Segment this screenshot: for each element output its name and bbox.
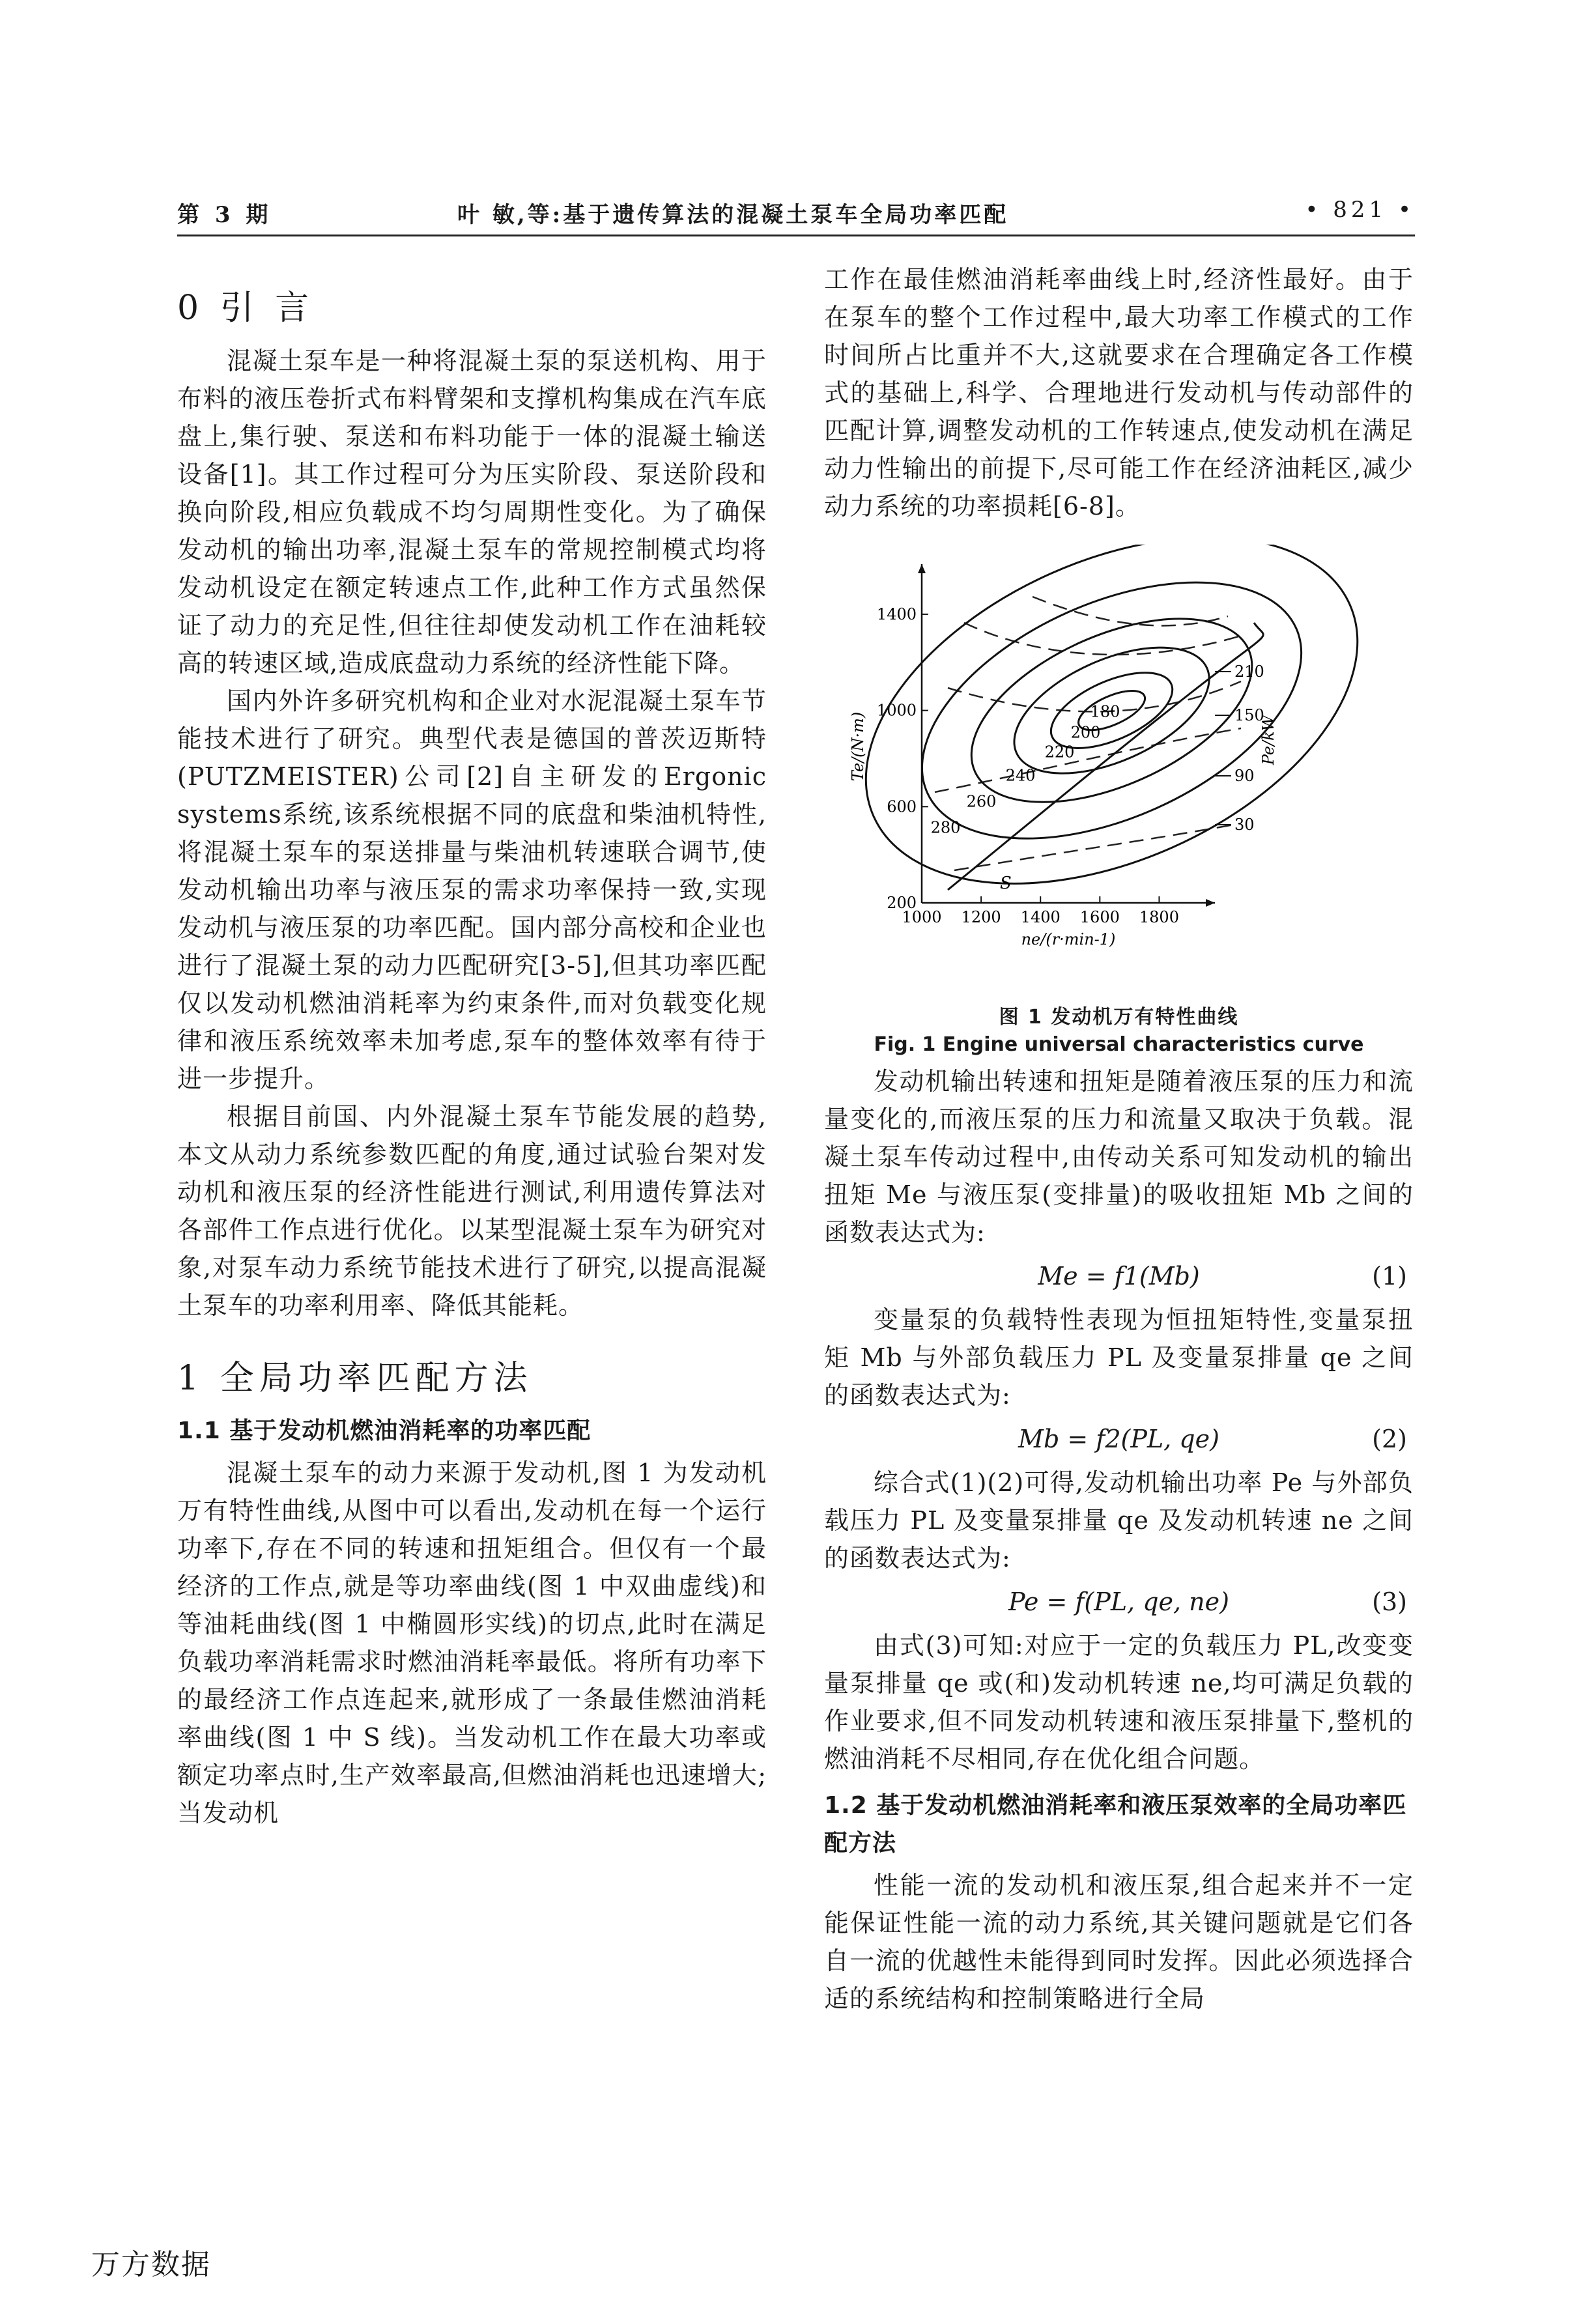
watermark: 万方数据 — [91, 2248, 211, 2281]
equation-2 — [824, 1418, 1414, 1460]
iso-power-curve — [964, 623, 1241, 655]
fuel-contour-label: 180 — [1090, 702, 1120, 721]
header-rule — [177, 235, 1415, 236]
paragraph: 性能一流的发动机和液压泵,组合起来并不一定能保证性能一流的动力系统,其关键问题就是它们各自一流的优越性未能得到同时发挥。因此必须选择合适的系统结构和控制策略进行全局 — [824, 1871, 1414, 2013]
fuel-contour-label: 280 — [930, 818, 961, 837]
fuel-contour-label: 240 — [1005, 766, 1036, 785]
paragraph: 综合式(1)(2)可得,发动机输出功率 Pe 与外部负载压力 PL 及变量泵排量 qe 及发动机转速 ne 之间的函数表达式为: — [824, 1468, 1414, 1573]
y-tick-label: 200 — [887, 894, 917, 912]
iso-power-curve — [1033, 597, 1228, 625]
figure-caption-en: Fig. 1 Engine universal characteristics curve — [874, 1033, 1364, 1056]
x-tick-label: 1800 — [1139, 908, 1179, 926]
y-tick-label: 1000 — [876, 701, 917, 720]
running-title: 叶 敏,等:基于遗传算法的混凝土泵车全局功率匹配 — [457, 202, 1009, 228]
x-axis-arrow — [1206, 899, 1215, 907]
x-tick-label: 1200 — [961, 908, 1001, 926]
y-axis-label: Te/(N·m) — [849, 711, 867, 782]
paragraph: 混凝土泵车是一种将混凝土泵的泵送机构、用于布料的液压卷折式布料臂架和支撑机构集成在汽车底盘上,集行驶、泵送和布料功能于一体的混凝土输送设备[1]。其工作过程可分为压实阶段、泵送阶段和换向阶段,相应负载成不均匀周期性变化。为了确保发动机的输出功率,混凝土泵车的常规控制模式均将发动机设定在额定转速点工作,此种工作方式虽然保证了动力的充足性,但往往却使发动机工作在油耗较高的转速区域,造成底盘动力系统的经济性能下降。 — [177, 347, 767, 677]
running-header — [177, 189, 1415, 235]
equation-number: (2) — [1372, 1425, 1407, 1453]
paragraph: 国内外许多研究机构和企业对水泥混凝土泵车节能技术进行了研究。典型代表是德国的普茨迈斯特(PUTZMEISTER)公司[2]自主研发的Ergonic systems系统,该系统根据不同的底盘和柴油机特性,将混凝土泵车的泵送排量与柴油机转速联合调节,使发动机输出功率与液压泵的需求功率保持一致,实现发动机与液压泵的功率匹配。国内部分高校和企业也进行了混凝土泵的动力匹配研究[3-5],但其功率匹配仅以发动机燃油消耗率为约束条件,而对负载变化规律和液压系统效率未加考虑,泵车的整体效率有待于进一步提升。 — [177, 687, 767, 1093]
fuel-contour-label: 260 — [966, 792, 997, 811]
equation-1 — [824, 1255, 1414, 1297]
page-number: • 821 • — [1305, 197, 1415, 223]
subsection-1-2-title: 1.2 基于发动机燃油消耗率和液压泵效率的全局功率匹配方法 — [824, 1792, 1407, 1857]
y-tick-label: 1400 — [876, 605, 917, 623]
paragraph: 变量泵的负载特性表现为恒扭矩特性,变量泵扭矩 Mb 与外部负载压力 PL 及变量泵排量 qe 之间的函数表达式为: — [824, 1305, 1414, 1410]
s-curve-label: S — [1000, 874, 1012, 893]
figure-caption-cn: 图 1 发动机万有特性曲线 — [999, 1006, 1239, 1029]
engine-map-chart — [824, 545, 1414, 994]
right-column — [824, 261, 1414, 2017]
y-axis-arrow — [918, 564, 926, 573]
equation-3 — [824, 1581, 1414, 1623]
s-curve — [948, 623, 1263, 890]
section-0-title: 0 引 言 — [177, 289, 315, 328]
x-tick-label: 1400 — [1020, 908, 1061, 926]
equation-expression: Pe = f(PL, qe, ne) — [1008, 1588, 1229, 1616]
section-1-title: 1 全局功率匹配方法 — [177, 1359, 533, 1398]
paragraph: 混凝土泵车的动力来源于发动机,图 1 为发动机万有特性曲线,从图中可以看出,发动机在每一个运行功率下,存在不同的转速和扭矩组合。但仅有一个最经济的工作点,就是等功率曲线(图 1 中双曲虚线)和等油耗曲线(图 1 中椭圆形实线)的切点,此时在满足负载功率消耗需求时燃油消耗率最低。将所有功率下的最经济工作点连起来,就形成了一条最佳燃油消耗率曲线(图 1 中 S 线)。当发动机工作在最大功率或额定功率点时,生产效率最高,但燃油消耗也迅速增大;当发动机 — [177, 1459, 767, 1827]
equation-expression: Mb = f2(PL, qe) — [1018, 1425, 1219, 1453]
subsection-1-1-title: 1.1 基于发动机燃油消耗率的功率匹配 — [177, 1417, 591, 1444]
power-curve-label: 30 — [1234, 816, 1255, 834]
y-tick-label: 600 — [887, 797, 917, 816]
equation-number: (1) — [1372, 1262, 1407, 1290]
y2-axis-label: Pe/kW — [1259, 715, 1277, 765]
paragraph: 工作在最佳燃油消耗率曲线上时,经济性最好。由于在泵车的整个工作过程中,最大功率工作模式的工作时间所占比重并不大,这就要求在合理确定各工作模式的基础上,科学、合理地进行发动机与传动部件的匹配计算,调整发动机的工作转速点,使发动机在满足动力性输出的前提下,尽可能工作在经济油耗区,减少动力系统的功率损耗[6-8]。 — [824, 265, 1414, 520]
iso-power-curve — [954, 823, 1241, 870]
paragraph: 根据目前国、内外混凝土泵车节能发展的趋势,本文从动力系统参数匹配的角度,通过试验台架对发动机和液压泵的经济性能进行测试,利用遗传算法对各部件工作点进行优化。以某型混凝土泵车为研究对象,对泵车动力系统节能技术进行了研究,以提高混凝土泵车的功率利用率、降低其能耗。 — [177, 1102, 767, 1320]
x-tick-label: 1600 — [1079, 908, 1120, 926]
power-curve-label: 210 — [1234, 662, 1264, 681]
fuel-contour-label: 200 — [1070, 723, 1101, 742]
figure-1 — [824, 545, 1414, 994]
fuel-contour-label: 220 — [1044, 743, 1075, 762]
paragraph: 由式(3)可知:对应于一定的负载压力 PL,改变变量泵排量 qe 或(和)发动机转速 ne,均可满足负载的作业要求,但不同发动机转速和液压泵排量下,整机的燃油消耗不尽相同,存在优化组合问题。 — [824, 1631, 1414, 1773]
equation-number: (3) — [1372, 1588, 1407, 1616]
power-curve-label: 90 — [1234, 767, 1255, 785]
paragraph: 发动机输出转速和扭矩是随着液压泵的压力和流量变化的,而液压泵的压力和流量又取决于负载。混凝土泵车传动过程中,由传动关系可知发动机的输出扭矩 Me 与液压泵(变排量)的吸收扭矩 Mb 之间的函数表达式为: — [824, 1067, 1414, 1247]
equation-expression: Me = f1(Mb) — [1038, 1262, 1200, 1290]
issue-number: 第 3 期 — [177, 202, 272, 228]
power-curve-label: 150 — [1234, 706, 1264, 724]
x-axis-label: ne/(r·min-1) — [1021, 930, 1116, 948]
x-tick-label: 1000 — [902, 908, 942, 926]
left-column — [177, 261, 767, 1832]
